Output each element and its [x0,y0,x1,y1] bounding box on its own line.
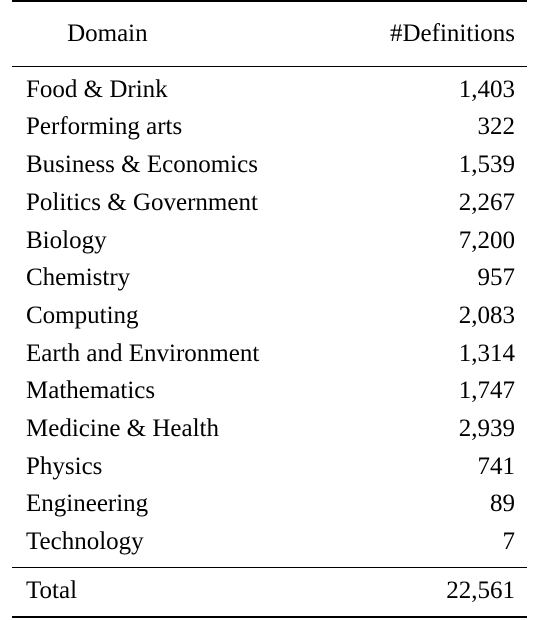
table-row [12,184,527,222]
total-label: Total [26,576,78,604]
row-count: 1,403 [458,75,515,103]
table-total [12,568,527,616]
row-domain: Medicine & Health [26,415,219,443]
table-row [12,372,527,410]
row-count: 7 [502,528,515,556]
row-count: 741 [477,452,515,480]
row-count: 1,539 [458,151,515,179]
row-domain: Technology [26,528,144,556]
row-domain: Computing [26,301,139,329]
row-domain: Politics & Government [26,188,258,216]
table-row [12,485,527,523]
row-count: 2,083 [458,301,515,329]
header-count: #Definitions [390,20,515,47]
row-count: 957 [477,264,515,292]
row-domain: Mathematics [26,377,156,405]
table-row [12,108,527,146]
table-row [12,410,527,448]
row-domain: Chemistry [26,264,131,292]
table-row [12,448,527,486]
table-row [12,335,527,373]
table-row [12,297,527,335]
row-domain: Performing arts [26,113,183,141]
row-domain: Business & Economics [26,151,258,179]
row-count: 1,747 [458,377,515,405]
bottom-rule [12,616,527,618]
row-count: 89 [490,490,515,518]
definitions-table [12,0,527,618]
table-row [12,222,527,260]
header-domain: Domain [67,20,148,47]
total-row [12,572,527,610]
row-domain: Earth and Environment [26,339,260,367]
total-count: 22,561 [446,576,515,604]
table-header [12,2,527,66]
table-body [12,67,527,567]
row-count: 322 [477,113,515,141]
table-row [12,146,527,184]
row-count: 1,314 [458,339,515,367]
row-domain: Biology [26,226,107,254]
table-row [12,71,527,109]
row-count: 7,200 [458,226,515,254]
table-row [12,523,527,561]
row-count: 2,939 [458,415,515,443]
header-row [12,15,527,53]
row-domain: Physics [26,452,103,480]
row-domain: Engineering [26,490,149,518]
table-row [12,259,527,297]
row-count: 2,267 [458,188,515,216]
row-domain: Food & Drink [26,75,168,103]
